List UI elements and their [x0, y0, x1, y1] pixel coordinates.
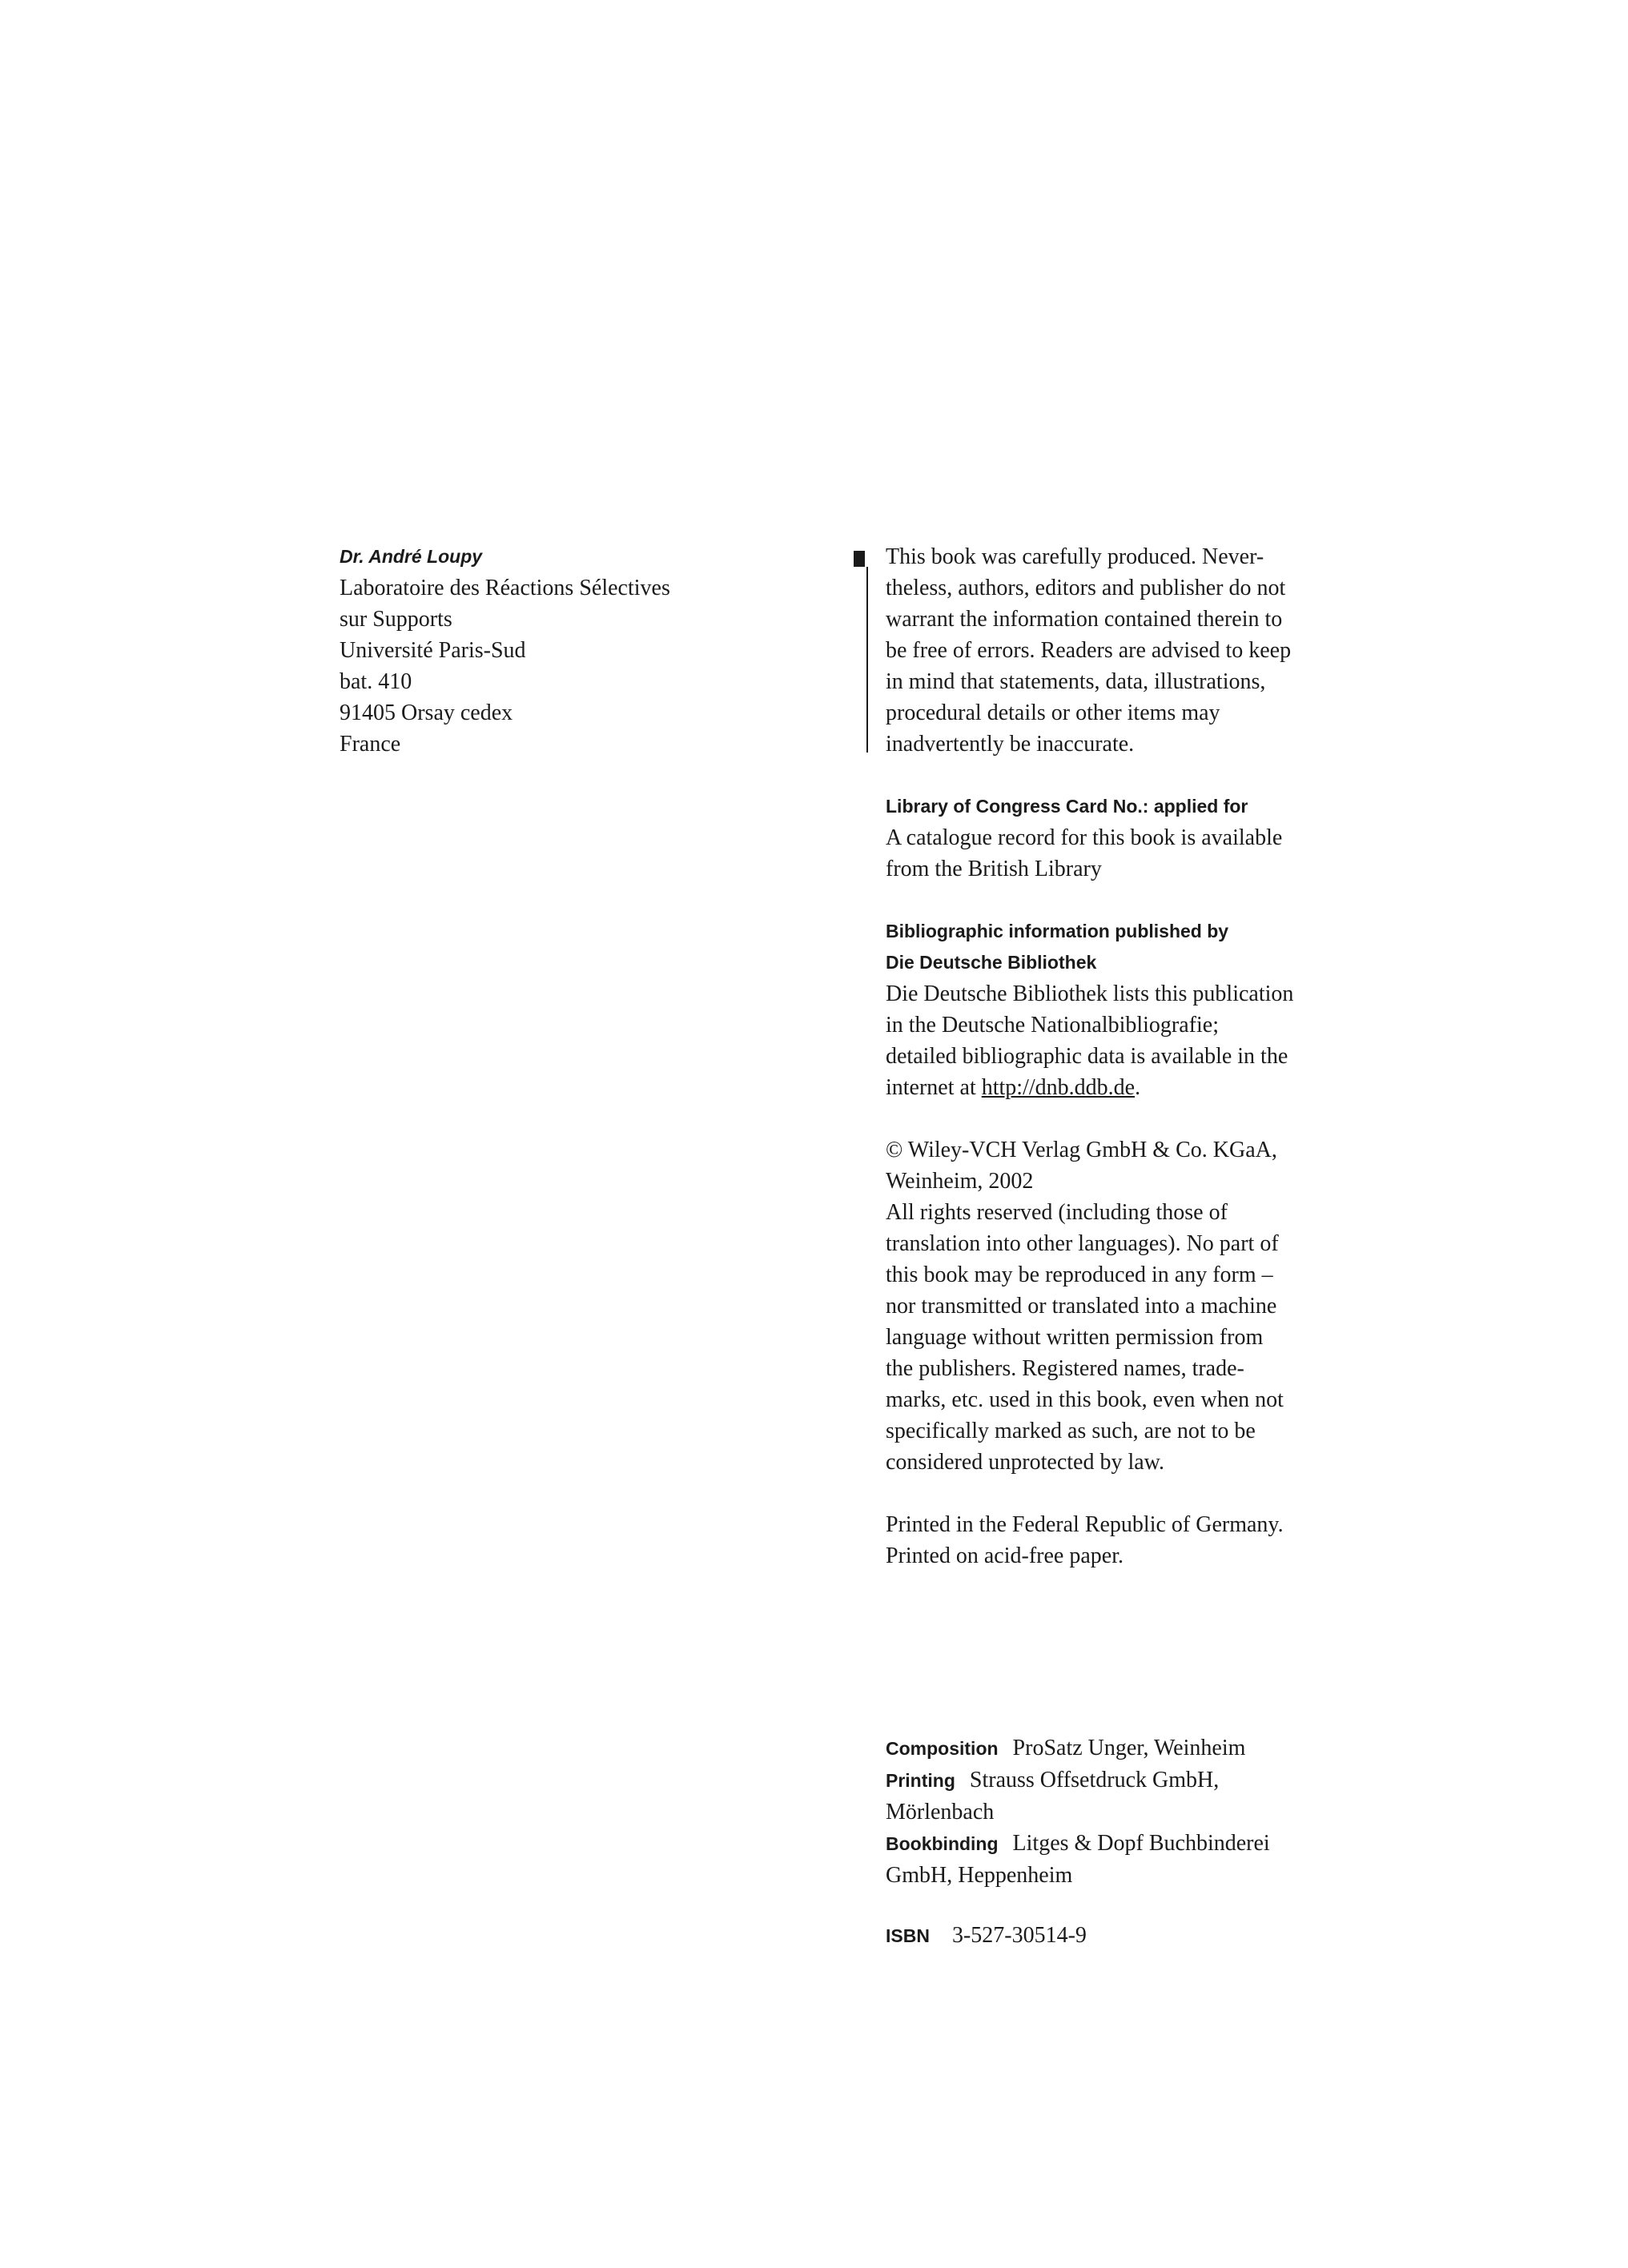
disclaimer-line: be free of errors. Readers are advised to keep — [886, 638, 1292, 663]
copyright-line: language without written permission from — [886, 1325, 1264, 1350]
disclaimer-line: inadvertently be inaccurate. — [886, 732, 1135, 757]
copyright-line: translation into other languages). No part of — [886, 1231, 1279, 1256]
copyright-line: © Wiley-VCH Verlag GmbH & Co. KGaA, — [886, 1138, 1277, 1162]
dnb-line: Die Deutsche Bibliothek lists this publication — [886, 981, 1294, 1006]
isbn-value: 3-527-30514-9 — [951, 1923, 1087, 1948]
dnb-line: detailed bibliographic data is available in the — [886, 1044, 1288, 1069]
composition-label: Composition — [886, 1738, 999, 1759]
copyright-line: nor transmitted or translated into a machine — [886, 1294, 1277, 1319]
address-line: Laboratoire des Réactions Sélectives — [340, 576, 670, 600]
dnb-line: in the Deutsche Nationalbibliografie; — [886, 1013, 1219, 1038]
bookbinding-label: Bookbinding — [886, 1833, 999, 1854]
isbn-line — [886, 1920, 1087, 1952]
printed-line: Printed on acid-free paper. — [886, 1543, 1124, 1568]
author-name: Dr. André Loupy — [340, 546, 483, 567]
dnb-url-suffix: . — [1135, 1075, 1141, 1100]
disclaimer-paragraph — [886, 541, 1358, 760]
printing-credit-cont: Mörlenbach — [886, 1800, 995, 1824]
copyright-line: specifically marked as such, are not to be — [886, 1419, 1256, 1443]
printing-credit — [886, 1764, 1358, 1796]
disclaimer-line: procedural details or other items may — [886, 700, 1220, 725]
address-line: Université Paris-Sud — [340, 638, 526, 663]
copyright-line: marks, etc. used in this book, even when not — [886, 1387, 1284, 1412]
dnb-paragraph — [886, 916, 1358, 1103]
address-line: France — [340, 732, 401, 757]
dnb-url-link[interactable]: http://dnb.ddb.de — [981, 1075, 1136, 1100]
composition-credit — [886, 1732, 1358, 1764]
printed-paragraph — [886, 1509, 1358, 1572]
disclaimer-line: warrant the information contained therein to — [886, 607, 1283, 632]
copyright-line: this book may be reproduced in any form – — [886, 1262, 1273, 1287]
composition-value: ProSatz Unger, Weinheim — [1012, 1736, 1246, 1760]
address-line: 91405 Orsay cedex — [340, 700, 513, 725]
copyright-line: Weinheim, 2002 — [886, 1169, 1034, 1194]
imprint-column — [886, 541, 1358, 1572]
dnb-url-line — [886, 1072, 1358, 1103]
loc-paragraph — [886, 791, 1358, 885]
bookbinding-credit — [886, 1828, 1358, 1860]
bookbinding-value: Litges & Dopf Buchbinderei — [1012, 1831, 1270, 1856]
loc-line: from the British Library — [886, 857, 1102, 881]
printing-label: Printing — [886, 1770, 955, 1791]
bookbinding-credit-cont: GmbH, Heppenheim — [886, 1863, 1073, 1888]
disclaimer-line: This book was carefully produced. Never- — [886, 544, 1264, 569]
disclaimer-marker — [854, 551, 865, 567]
disclaimer-rule — [866, 567, 868, 753]
loc-line: A catalogue record for this book is available — [886, 825, 1283, 850]
dnb-url-prefix: internet at — [886, 1075, 982, 1100]
copyright-line: considered unprotected by law. — [886, 1450, 1165, 1475]
copyright-line: All rights reserved (including those of — [886, 1200, 1228, 1225]
author-address-block — [340, 541, 788, 760]
disclaimer-line: in mind that statements, data, illustrations, — [886, 669, 1266, 694]
copyright-paragraph — [886, 1134, 1358, 1478]
address-line: bat. 410 — [340, 669, 412, 694]
printed-line: Printed in the Federal Republic of Germany. — [886, 1512, 1284, 1537]
loc-heading: Library of Congress Card No.: applied for — [886, 796, 1248, 817]
address-line: sur Supports — [340, 607, 452, 632]
isbn-label: ISBN — [886, 1925, 930, 1946]
dnb-heading: Bibliographic information published by — [886, 921, 1229, 941]
copyright-line: the publishers. Registered names, trade- — [886, 1356, 1244, 1381]
production-credits — [886, 1732, 1358, 1891]
dnb-heading: Die Deutsche Bibliothek — [886, 952, 1097, 973]
printing-value: Strauss Offsetdruck GmbH, — [969, 1768, 1220, 1792]
disclaimer-line: theless, authors, editors and publisher do not — [886, 576, 1286, 600]
